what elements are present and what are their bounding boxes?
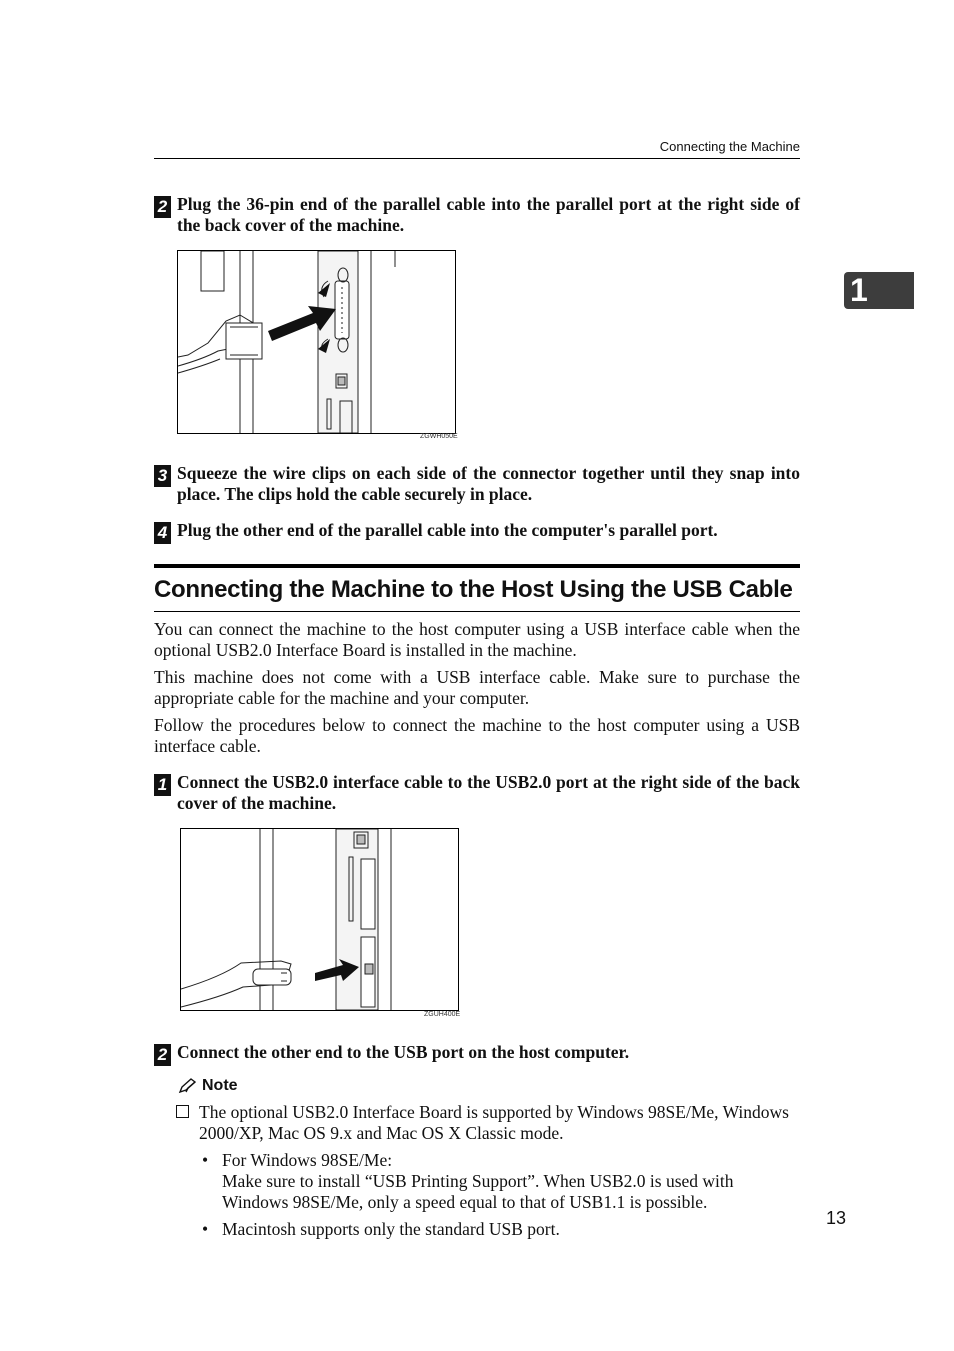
paragraph: Follow the procedures below to connect the machine to the host computer using a USB interface cable. (154, 715, 800, 756)
bullet-line: Make sure to install “USB Printing Support”. When USB2.0 is used with Windows 98SE/Me, only a speed equal to that of USB1.1 is possible. (222, 1171, 734, 1212)
note-bullet (202, 1150, 800, 1213)
running-header: Connecting the Machine (154, 139, 800, 159)
figure-code: ZGWH050E (420, 433, 458, 440)
step-text: Plug the 36-pin end of the parallel cable into the parallel port at the right side of the back cover of the machine. (177, 194, 800, 235)
page-number: 13 (826, 1208, 847, 1228)
step-text: Squeeze the wire clips on each side of the connector together until they snap into place. The clips hold the cable securely in place. (177, 463, 800, 504)
step-text: Connect the USB2.0 interface cable to the USB2.0 port at the right side of the back cover of the machine. (177, 772, 800, 813)
usb-cable-drawing (181, 829, 458, 1010)
step-number: 1 (154, 774, 171, 796)
parallel-port-illustration (177, 250, 456, 434)
bullet-icon: • (202, 1150, 209, 1170)
step-parallel-3 (154, 463, 800, 505)
note-item-text: The optional USB2.0 Interface Board is supported by Windows 98SE/Me, Windows 2000/XP, Mac OS 9.x and Mac OS X Classic mode. (199, 1102, 789, 1143)
note-label (178, 1077, 238, 1095)
parallel-cable-drawing (178, 251, 455, 433)
step-text: Connect the other end to the USB port on the host computer. (177, 1042, 630, 1062)
step-number: 2 (154, 1044, 171, 1066)
step-parallel-4 (154, 520, 800, 541)
step-parallel-2 (154, 194, 800, 236)
step-usb-1 (154, 772, 800, 814)
checkbox-icon (176, 1105, 189, 1118)
pencil-icon (178, 1078, 198, 1094)
step-usb-2 (154, 1042, 800, 1063)
paragraph: This machine does not come with a USB interface cable. Make sure to purchase the appropriate cable for the machine and your computer. (154, 667, 800, 708)
section-heading: Connecting the Machine to the Host Using the USB Cable (154, 564, 800, 612)
step-text: Plug the other end of the parallel cable into the computer's parallel port. (177, 520, 718, 540)
step-number: 2 (154, 196, 171, 218)
step-number: 4 (154, 522, 171, 544)
bullet-line: For Windows 98SE/Me: (222, 1150, 393, 1170)
usb-port-illustration (180, 828, 459, 1011)
note-label-text: Note (202, 1077, 238, 1094)
bullet-icon: • (202, 1219, 209, 1239)
note-item (176, 1102, 800, 1144)
chapter-tab: 1 (844, 272, 914, 309)
bullet-line: Macintosh supports only the standard USB port. (222, 1219, 560, 1239)
step-number: 3 (154, 465, 171, 487)
paragraph: You can connect the machine to the host computer using a USB interface cable when the optional USB2.0 Interface Board is installed in the machine. (154, 619, 800, 660)
figure-code: ZGUH400E (424, 1011, 461, 1018)
note-bullet (202, 1219, 800, 1240)
